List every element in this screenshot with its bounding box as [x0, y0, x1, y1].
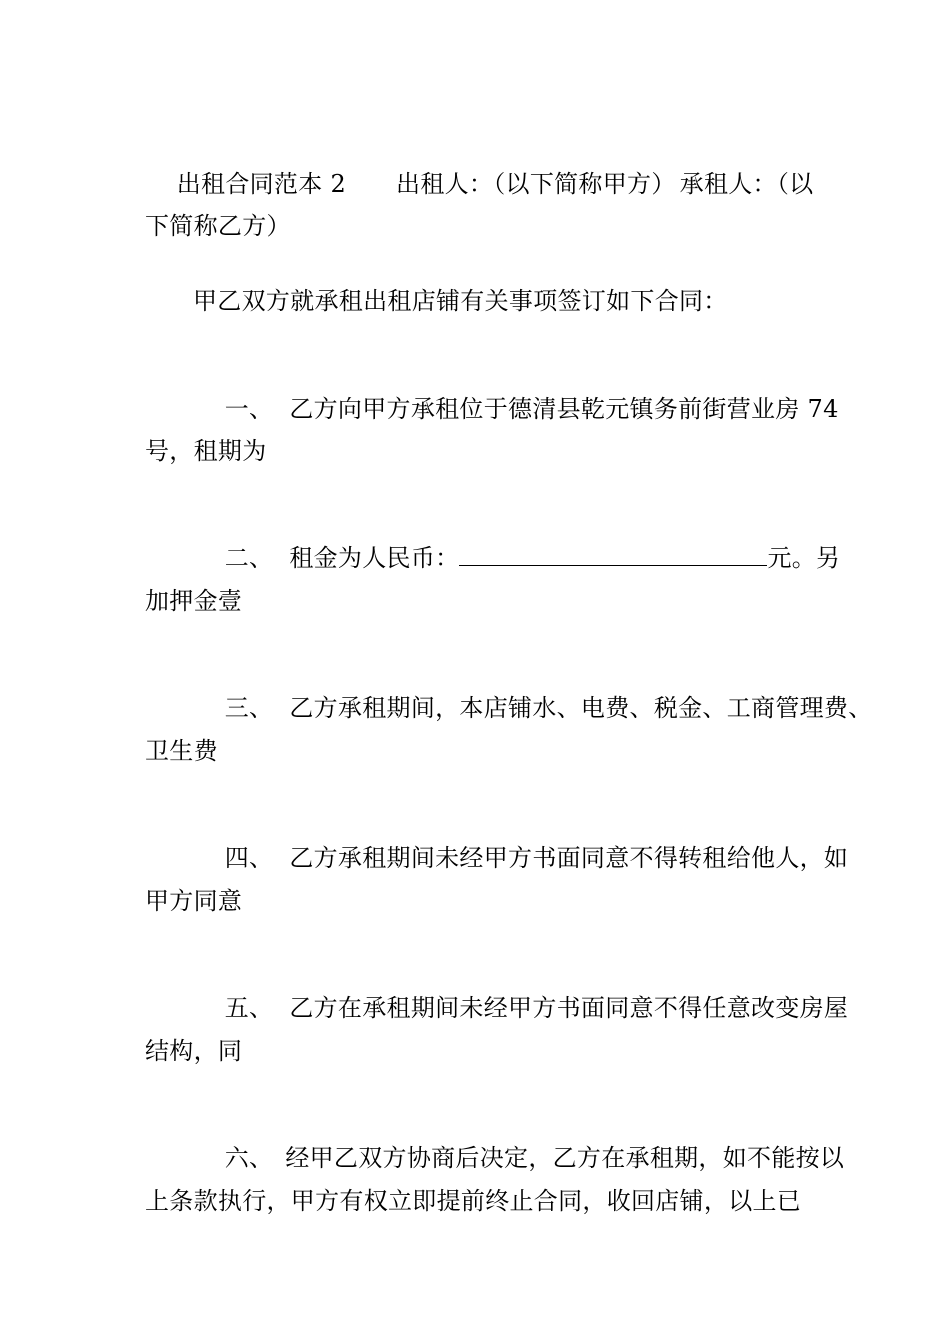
clause-number: 四、 — [224, 844, 274, 872]
clause-text: 乙方向甲方承租位于德清县乾元镇务前街营业房 74 — [289, 395, 839, 423]
lessee-label: 承租人： — [679, 170, 777, 198]
clause-text: 乙方承租期间，本店铺水、电费、税金、工商管理费、 — [289, 694, 873, 722]
document-title: 出租合同范本 2 — [176, 170, 347, 198]
clause-text: 经甲乙双方协商后决定，乙方在承租期，如不能按以 — [285, 1144, 845, 1172]
lessor-label: 出租人： — [396, 170, 494, 198]
lessee-note-start: （以 — [776, 170, 814, 198]
clause-2-line-2: 加押金壹 — [145, 587, 243, 615]
clause-text: 乙方承租期间未经甲方书面同意不得转租给他人，如 — [289, 844, 849, 872]
clause-3-line-2: 卫生费 — [145, 737, 218, 765]
clause-2-line-1 — [193, 510, 840, 606]
clause-1-line-2: 号，租期为 — [145, 437, 267, 465]
clause-4-line-1 — [193, 810, 848, 906]
clause-number: 二、 — [224, 544, 274, 572]
clause-5-line-1 — [193, 960, 848, 1056]
rent-amount-blank — [459, 543, 767, 566]
clause-number: 五、 — [224, 994, 274, 1022]
clause-number: 六、 — [224, 1144, 274, 1172]
clause-4-line-2: 甲方同意 — [145, 887, 243, 915]
clause-number: 三、 — [224, 694, 274, 722]
clause-text: 租金为人民币： — [289, 544, 460, 572]
clause-1-line-1 — [193, 361, 839, 457]
clause-text: 乙方在承租期间未经甲方书面同意不得任意改变房屋 — [289, 994, 849, 1022]
clause-6-line-2: 上条款执行，甲方有权立即提前终止合同，收回店铺，以上已 — [145, 1187, 802, 1215]
clause-text-end: 元。另 — [767, 544, 841, 572]
clause-5-line-2: 结构，同 — [145, 1037, 243, 1065]
clause-number: 一、 — [224, 395, 274, 423]
header-line-continued: 下简称乙方） — [145, 212, 291, 240]
clause-3-line-1 — [193, 660, 873, 756]
lessor-note: （以下简称甲方） — [493, 170, 676, 198]
intro-paragraph: 甲乙双方就承租出租店铺有关事项签订如下合同： — [193, 287, 728, 315]
